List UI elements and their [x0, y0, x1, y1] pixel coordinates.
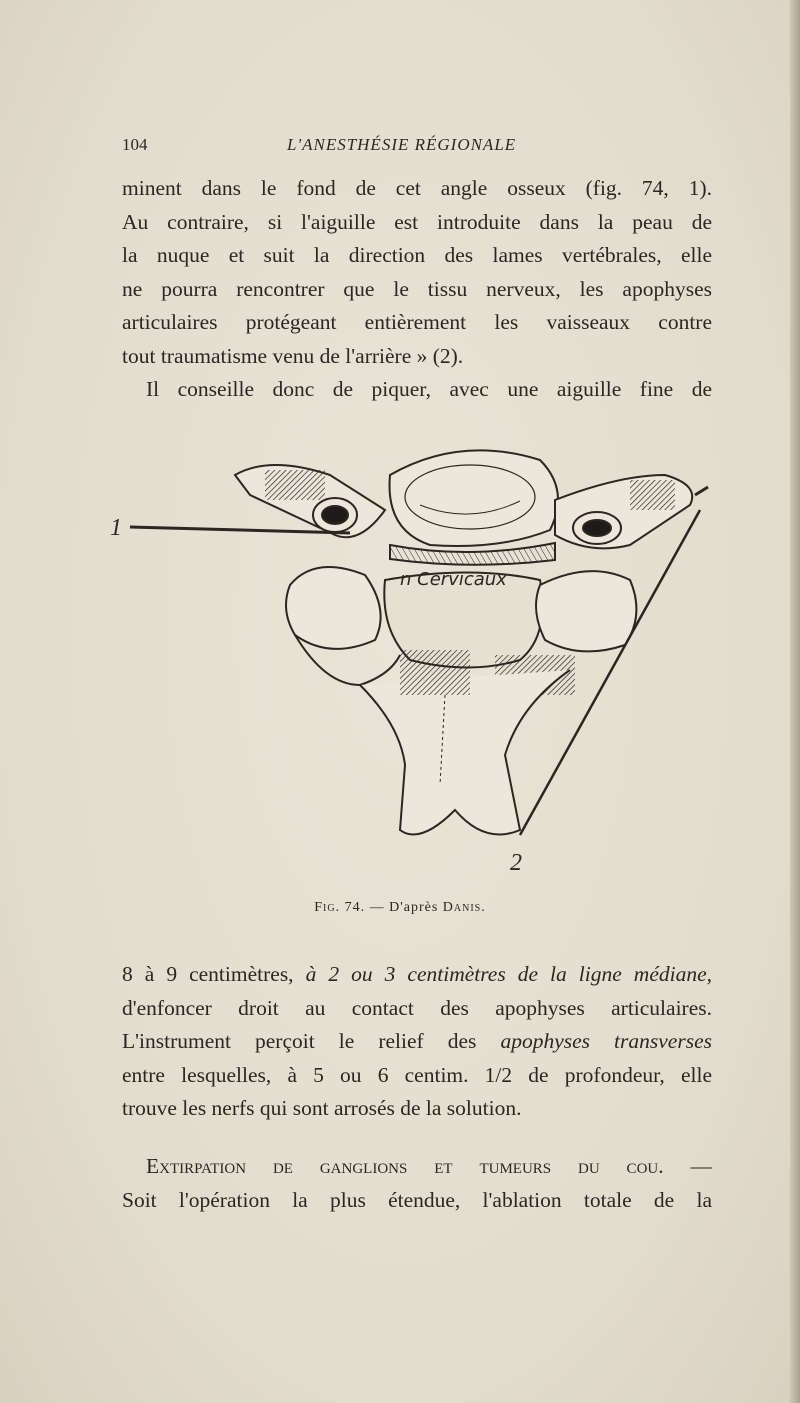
nerve-label: n Cervicaux	[400, 569, 507, 590]
text-span-italic: à 2 ou 3 centimètres de la ligne médiane,	[305, 962, 712, 986]
text-line: minent dans le fond de cet angle osseux (fig. 74, 1).	[122, 176, 712, 200]
text-line	[122, 958, 712, 992]
caption-figure-number: Fig. 74.	[314, 900, 366, 915]
section-heading: Extirpation de ganglions et tumeurs du cou. —	[146, 1154, 712, 1178]
figure-vertebra	[100, 435, 720, 880]
vertebra-illustration	[100, 435, 720, 880]
running-title: L'ANESTHÉSIE RÉGIONALE	[287, 135, 517, 154]
text-line: Au contraire, si l'aiguille est introduite dans la peau de	[122, 209, 712, 234]
needle-1-label: 1	[110, 515, 122, 541]
text-line: la nuque et suit la direction des lames vertébrales, elle	[122, 243, 712, 267]
text-line: ne pourra rencontrer que le tissu nerveux, les apophyses	[122, 276, 712, 301]
text-line: Il conseille donc de piquer, avec une aiguille fine de	[146, 377, 712, 401]
text-line	[122, 1025, 712, 1059]
page-header	[122, 135, 710, 159]
text-line: tout traumatisme venu de l'arrière » (2).	[122, 343, 464, 368]
text-span-italic: apophyses transverses	[500, 1029, 712, 1053]
paragraph-4	[122, 1150, 712, 1217]
figure-caption	[0, 900, 800, 916]
page-edge	[790, 0, 800, 1403]
page-number: 104	[122, 135, 148, 154]
caption-dash: —	[369, 900, 385, 915]
text-line: articulaires protégeant entièrement les vaisseaux contre	[122, 310, 712, 334]
paragraph-3	[122, 958, 712, 1126]
text-span: L'instrument perçoit le relief des	[122, 1029, 477, 1053]
needle-2-label: 2	[510, 850, 522, 876]
text-line: trouve les nerfs qui sont arrosés de la solution.	[122, 1096, 522, 1120]
text-span: 8 à 9 centimètres,	[122, 962, 294, 986]
caption-text: D'après	[389, 900, 439, 915]
caption-author: Danis.	[442, 900, 486, 915]
text-line: entre lesquelles, à 5 ou 6 centim. 1/2 de profondeur, elle	[122, 1062, 712, 1087]
paragraph-1	[122, 172, 712, 373]
text-line: d'enfoncer droit au contact des apophyses articulaires.	[122, 995, 712, 1020]
paragraph-2	[122, 373, 712, 407]
text-line: Soit l'opération la plus étendue, l'ablation totale de la	[122, 1187, 712, 1212]
